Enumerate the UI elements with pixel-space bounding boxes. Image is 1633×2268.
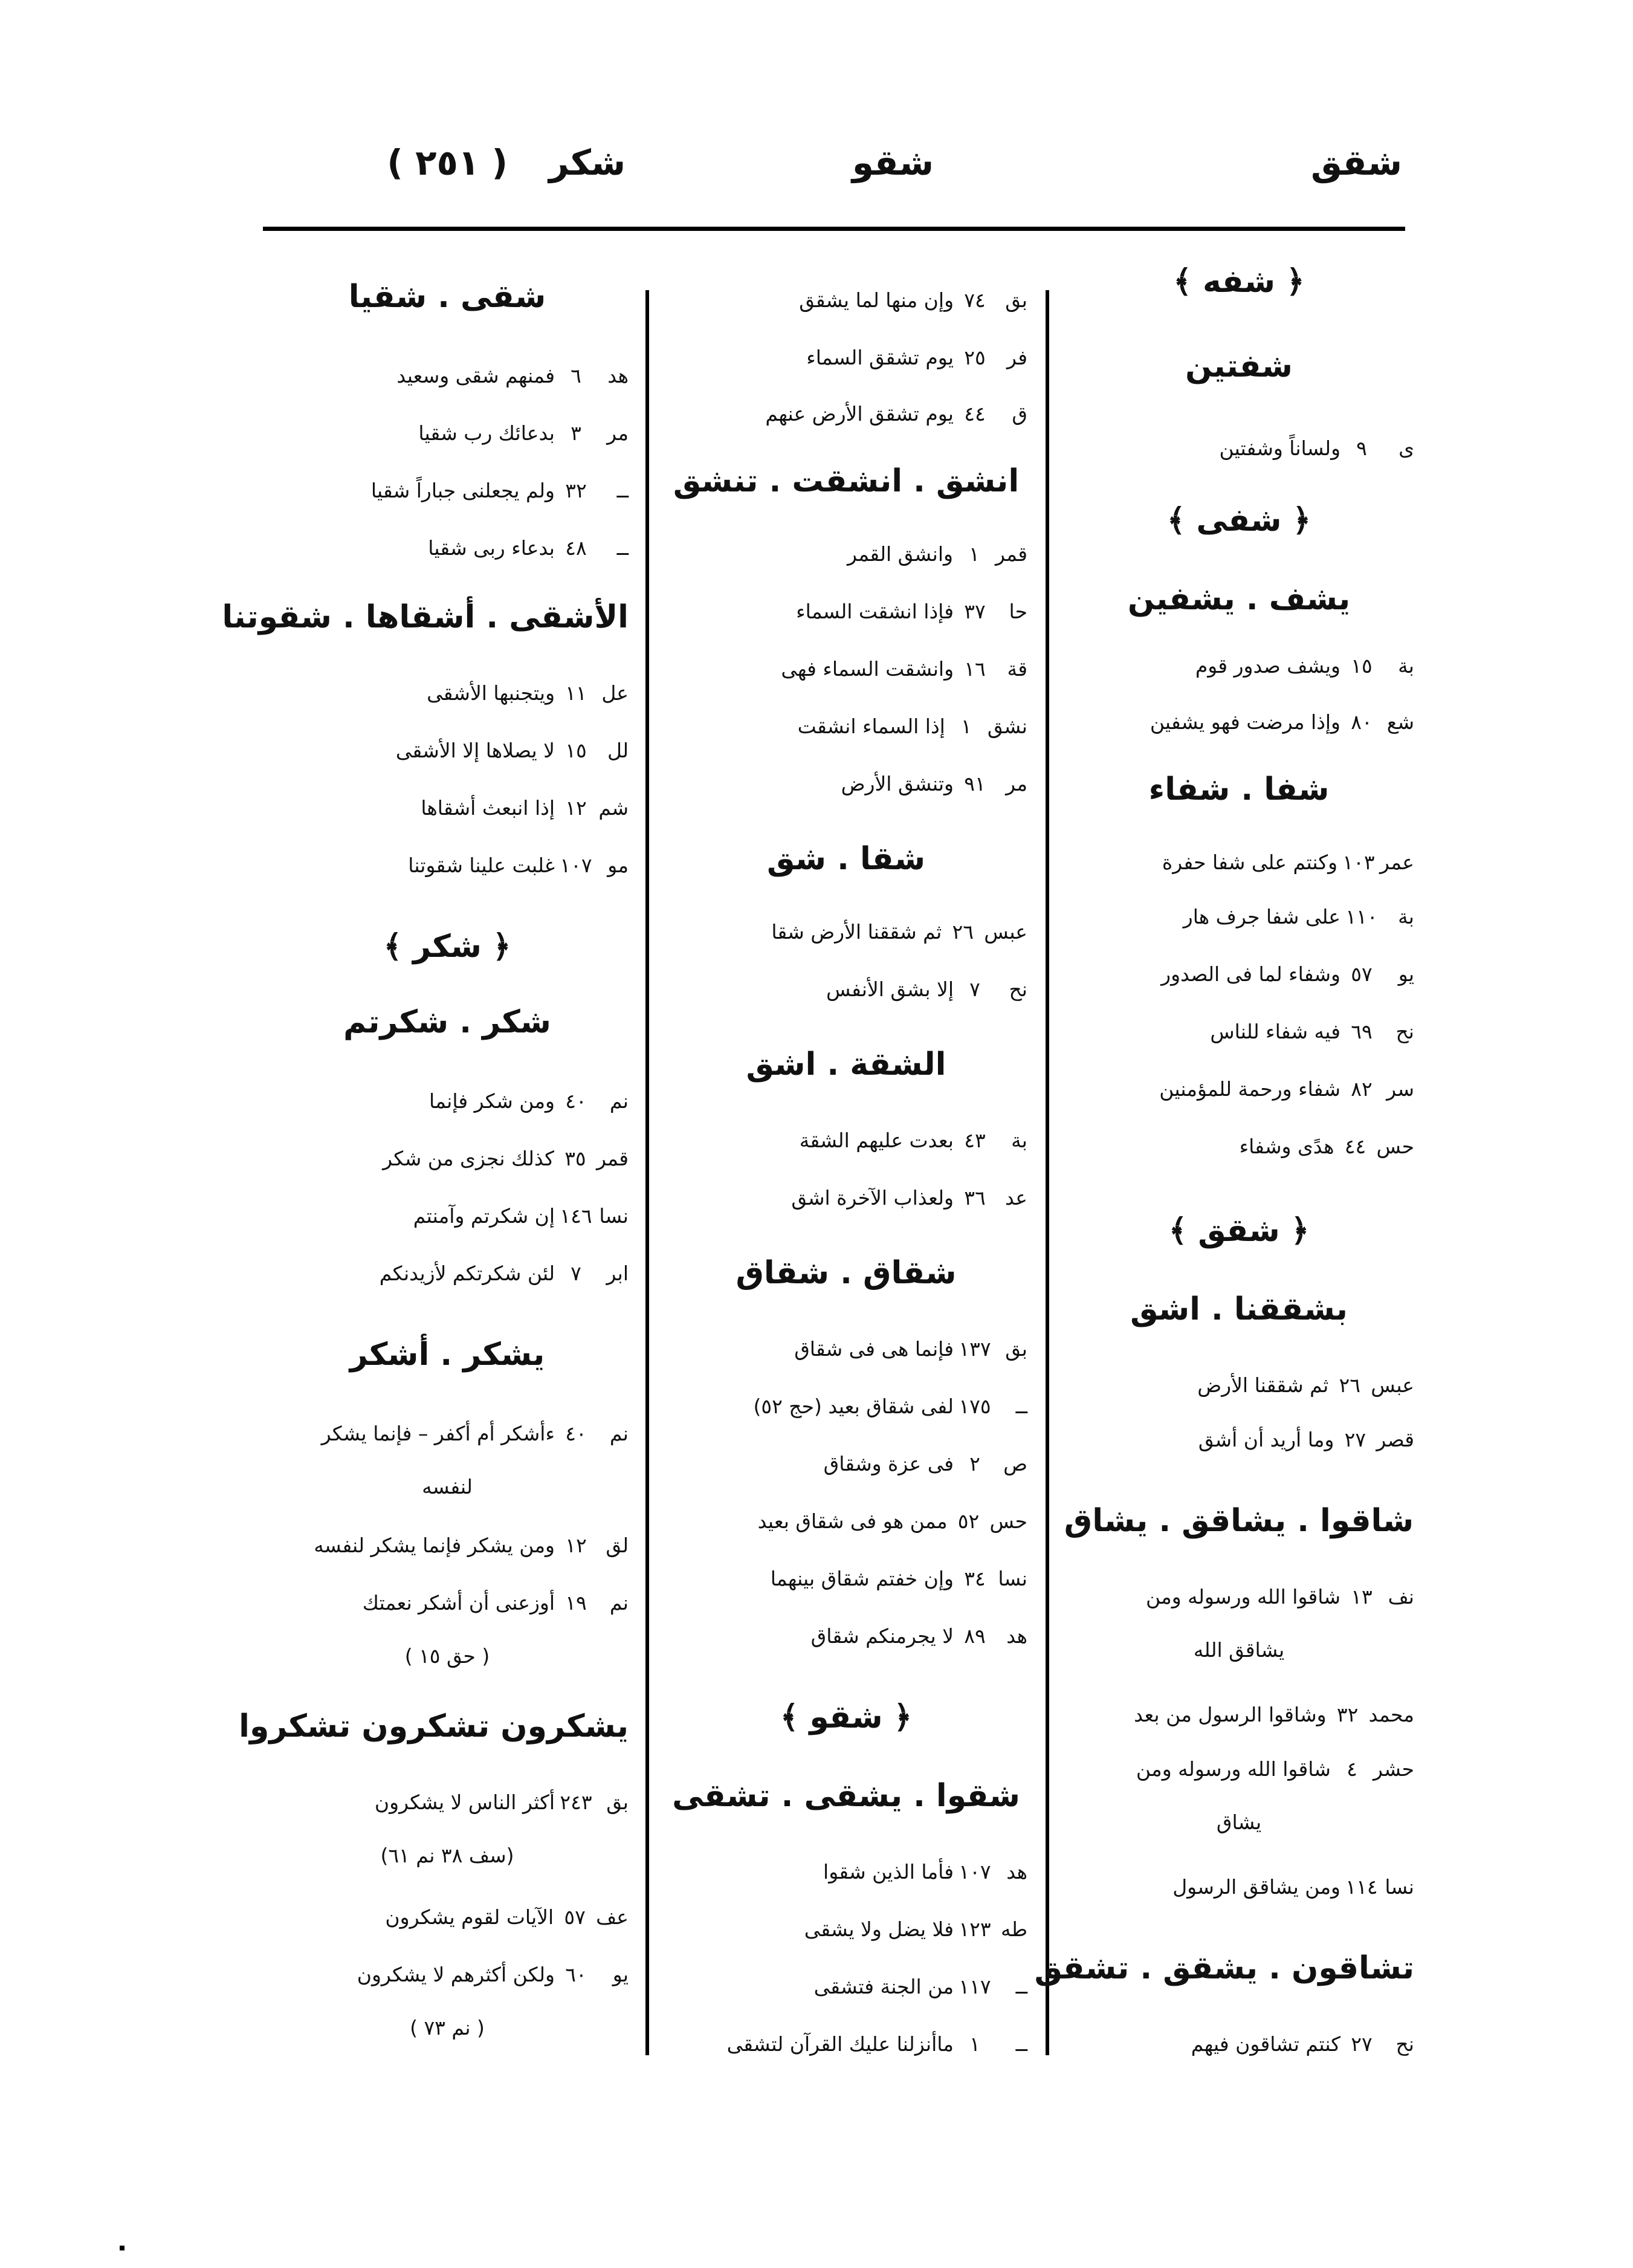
verse-entry	[665, 774, 1027, 794]
verse-continuation: ( نم ٧٣ )	[410, 2016, 485, 2040]
entry-heading: ﴿ شفه ﴾	[1173, 264, 1305, 300]
surah-abbrev: شم	[598, 796, 629, 820]
verse-entry	[266, 1149, 629, 1168]
verse-number: ٧	[969, 977, 980, 1001]
verse-number: ٢٦	[952, 920, 974, 944]
verse-text: كذلك نجزى من شكر	[383, 1147, 554, 1170]
header-middle-word: شقو	[852, 142, 934, 183]
surah-abbrev: نح	[1009, 977, 1027, 1001]
verse-number: ١٠٣	[1342, 850, 1375, 874]
verse-entry	[665, 290, 1027, 310]
verse-number: ١٣	[1351, 1585, 1373, 1609]
verse-entry	[266, 1965, 629, 1984]
verse-text: ماأنزلنا عليك القرآن لتشقى	[726, 2032, 954, 2056]
column-divider-left	[645, 290, 649, 2055]
verse-entry	[266, 683, 629, 703]
verse-number: ٥٢	[957, 1509, 980, 1533]
verse-text: لئن شكرتكم لأزيدنكم	[379, 1262, 555, 1285]
verse-text: ومن شكر فإنما	[429, 1089, 555, 1113]
verse-entry	[665, 716, 1027, 736]
verse-text: ثم شققنا الأرض شقا	[771, 920, 942, 944]
surah-abbrev: عف	[596, 1905, 629, 1929]
verse-entry	[1064, 1759, 1414, 1779]
verse-text: شاقوا الله ورسوله ومن	[1145, 1585, 1340, 1609]
verse-number: ٨٢	[1351, 1077, 1373, 1101]
verse-text: يوم تشقق الأرض عنهم	[765, 402, 954, 426]
verse-text: وإذا مرضت فهو يشفين	[1150, 710, 1340, 734]
verse-number: ٨٠	[1351, 710, 1373, 734]
verse-number: ٢	[969, 1452, 980, 1476]
verse-entry	[665, 1188, 1027, 1208]
surah-abbrev: نم	[609, 1591, 629, 1615]
verse-text: ولكن أكثرهم لا يشكرون	[357, 1963, 555, 1986]
running-header	[266, 142, 1402, 196]
surah-abbrev: لق	[606, 1534, 629, 1557]
verse-entry	[1064, 964, 1414, 984]
verse-number: ١٠٧	[560, 854, 592, 877]
verse-text: لا يصلاها إلا الأشقى	[395, 739, 555, 762]
verse-text: وتنشق الأرض	[841, 772, 954, 795]
verse-number: ١٢٣	[959, 1917, 991, 1941]
verse-continuation: يشاقق الله	[1193, 1638, 1285, 1662]
verse-entry	[665, 1569, 1027, 1589]
verse-number: ١٣٧	[959, 1337, 991, 1361]
verse-text: ثم شققنا الأرض	[1197, 1373, 1329, 1397]
header-left-word: شكر	[549, 142, 626, 183]
surah-abbrev: فر	[1007, 346, 1027, 369]
surah-abbrev: مر	[1006, 772, 1027, 795]
verse-text: أكثر الناس لا يشكرون	[374, 1790, 555, 1814]
verse-entry	[266, 1792, 629, 1812]
verse-text: يوم تشقق السماء	[806, 346, 954, 369]
entry-heading: شفتين	[1185, 348, 1293, 384]
surah-abbrev: لل	[607, 739, 629, 762]
verse-continuation: ( حق ١٥ )	[404, 1644, 490, 1668]
header-right-word: شقق	[1310, 142, 1402, 183]
entry-heading: ﴿ شكر ﴾	[383, 928, 511, 965]
verse-text: وشفاء لما فى الصدور	[1161, 962, 1340, 986]
verse-text: وإن خفتم شقاق بينهما	[770, 1567, 954, 1590]
entry-heading: شفا . شفاء	[1148, 771, 1330, 808]
surah-abbrev: طه	[1001, 1917, 1027, 1941]
verse-number: ١٢	[565, 796, 587, 820]
verse-number: ٩١	[964, 772, 986, 795]
entry-heading: ﴿ شفى ﴾	[1166, 502, 1311, 539]
surah-abbrev: عد	[1004, 1186, 1027, 1210]
verse-text: شفاء ورحمة للمؤمنين	[1159, 1077, 1340, 1101]
entry-heading: يشف . يشفين	[1127, 581, 1351, 617]
scan-speck	[120, 2246, 124, 2250]
verse-text: ولم يجعلنى جباراً شقيا	[370, 479, 555, 502]
verse-text: غلبت علينا شقوتنا	[408, 854, 555, 877]
verse-number: ٦٩	[1351, 1020, 1373, 1043]
verse-entry	[665, 1626, 1027, 1646]
verse-number: ١١	[565, 681, 587, 705]
verse-number: ٣٧	[964, 600, 986, 623]
verse-number: ٣٢	[1336, 1703, 1359, 1726]
entry-heading: تشاقون . يشقق . تشقق	[1034, 1950, 1414, 1986]
verse-text: وانشقت السماء فهى	[781, 657, 954, 681]
verse-number: ١٩	[565, 1591, 587, 1615]
surah-abbrev: قمر	[995, 542, 1027, 566]
verse-number: ٧	[571, 1262, 581, 1285]
entry-heading: شكر . شكرتم	[343, 1004, 551, 1040]
verse-number: ٢٤٣	[560, 1790, 592, 1814]
verse-continuation: لنفسه	[422, 1475, 473, 1498]
verse-entry	[665, 1396, 1027, 1416]
surah-abbrev: قمر	[596, 1147, 629, 1170]
column-divider-right	[1046, 290, 1049, 2055]
verse-text: من الجنة فتشقى	[813, 1975, 954, 1998]
verse-number: ٦٠	[565, 1963, 587, 1986]
verse-entry	[665, 1454, 1027, 1474]
verse-entry	[665, 1130, 1027, 1150]
verse-entry	[266, 1263, 629, 1283]
verse-number: ١٥	[1351, 654, 1373, 678]
surah-abbrev: قصر	[1376, 1428, 1414, 1451]
header-rule	[263, 227, 1405, 231]
verse-number: ٢٦	[1339, 1373, 1360, 1397]
verse-number: ١٧٥	[959, 1395, 991, 1418]
surah-abbrev: سر	[1386, 1077, 1414, 1101]
surah-abbrev: ابر	[606, 1262, 629, 1285]
verse-entry	[665, 1919, 1027, 1939]
verse-text: فإنما هى فى شقاق	[794, 1337, 954, 1361]
verse-entry	[266, 1907, 629, 1927]
verse-text: وإن منها لما يشقق	[799, 288, 954, 312]
verse-text: ولعذاب الآخرة اشق	[791, 1186, 954, 1210]
verse-number: ١	[969, 2032, 980, 2056]
verse-text: إن شكرتم وآمنتم	[413, 1204, 555, 1228]
verse-number: ٥٧	[1351, 962, 1373, 986]
verse-text: بعدت عليهم الشقة	[799, 1129, 954, 1152]
surah-abbrev: نسا	[998, 1567, 1027, 1590]
surah-abbrev: ى	[1399, 436, 1414, 460]
verse-text: إلا بشق الأنفس	[826, 977, 954, 1001]
verse-entry	[1064, 852, 1414, 872]
verse-text: فلا يضل ولا يشقى	[804, 1917, 954, 1941]
surah-abbrev: بق	[1005, 288, 1027, 312]
verse-entry	[1064, 1430, 1414, 1450]
surah-abbrev: ص	[1003, 1452, 1027, 1476]
verse-text: وما أريد أن أشق	[1198, 1428, 1334, 1451]
verse-entry	[1064, 2034, 1414, 2054]
verse-number: ٣٤	[964, 1567, 986, 1590]
verse-text: ويتجنبها الأشقى	[427, 681, 555, 705]
verse-number: ١٢	[565, 1534, 587, 1557]
verse-entry	[665, 1977, 1027, 1997]
verse-number: ٣٢	[565, 479, 587, 502]
verse-entry	[266, 1424, 629, 1443]
verse-continuation: (سف ٣٨ نم ٦١)	[380, 1844, 514, 1867]
verse-text: فمنهم شقى وسعيد	[396, 364, 555, 387]
surah-abbrev: عبس	[984, 920, 1027, 944]
surah-abbrev: نح	[1395, 1020, 1414, 1043]
verse-entry	[266, 1206, 629, 1226]
verse-number: ١	[969, 542, 980, 566]
verse-number: ٢٥	[964, 346, 986, 369]
verse-entry	[266, 481, 629, 501]
verse-number: ٢٧	[1344, 1428, 1366, 1451]
surah-abbrev: بة	[1398, 905, 1414, 928]
verse-text: كنتم تشاقون فيهم	[1191, 2032, 1340, 2056]
verse-number: ١٦	[964, 657, 986, 681]
verse-entry	[1064, 1375, 1414, 1395]
surah-abbrev: حا	[1009, 600, 1027, 623]
verse-continuation: يشاق	[1216, 1810, 1262, 1834]
surah-abbrev: بة	[1398, 654, 1414, 678]
verse-text: ممن هو فى شقاق بعيد	[757, 1509, 948, 1533]
verse-entry	[266, 538, 629, 558]
surah-abbrev: ــ	[1015, 1395, 1027, 1418]
surah-abbrev: عبس	[1371, 1373, 1414, 1397]
verse-text: فإذا انشقت السماء	[796, 600, 954, 623]
entry-heading: انشق . انشقت . تنشق	[673, 463, 1020, 499]
entry-heading: شقوا . يشقى . تشقى	[672, 1778, 1020, 1814]
surah-abbrev: يو	[612, 1963, 629, 1986]
verse-text: ويشف صدور قوم	[1195, 654, 1340, 678]
surah-abbrev: مو	[607, 854, 629, 877]
verse-number: ٤٠	[565, 1089, 587, 1113]
verse-number: ٣٦	[964, 1186, 986, 1210]
surah-abbrev: ــ	[616, 479, 629, 502]
verse-number: ٤	[1347, 1757, 1357, 1781]
verse-text: وكنتم على شفا حفرة	[1162, 850, 1338, 874]
surah-abbrev: نح	[1395, 2032, 1414, 2056]
verse-entry	[1064, 1079, 1414, 1099]
verse-text: إذا السماء انشقت	[797, 714, 945, 738]
surah-abbrev: نسا	[599, 1204, 629, 1228]
verse-entry	[266, 366, 629, 386]
verse-number: ٨٩	[964, 1624, 986, 1648]
verse-text: بدعاء ربى شقيا	[428, 536, 555, 560]
verse-text: أوزعنى أن أشكر نعمتك	[362, 1591, 555, 1615]
verse-number: ٤٣	[964, 1129, 986, 1152]
verse-text: ومن يشكر فإنما يشكر لنفسه	[314, 1534, 555, 1557]
verse-number: ٥٧	[564, 1905, 586, 1929]
verse-entry	[1064, 1877, 1414, 1897]
verse-number: ٦	[571, 364, 581, 387]
surah-abbrev: عمر	[1380, 850, 1414, 874]
surah-abbrev: بق	[606, 1790, 629, 1814]
verse-entry	[665, 922, 1027, 942]
surah-abbrev: حس	[989, 1509, 1027, 1533]
verse-entry	[665, 544, 1027, 564]
surah-abbrev: نم	[609, 1089, 629, 1113]
verse-text: لا يجرمنكم شقاق	[810, 1624, 954, 1648]
verse-entry	[665, 979, 1027, 999]
verse-entry	[266, 798, 629, 818]
entry-heading: الشقة . اشق	[746, 1046, 946, 1083]
verse-entry	[266, 1593, 629, 1613]
verse-text: شاقوا الله ورسوله ومن	[1136, 1757, 1331, 1781]
verse-number: ١٤٦	[560, 1204, 592, 1228]
verse-entry	[665, 1862, 1027, 1882]
verse-entry	[665, 1511, 1027, 1531]
verse-number: ١	[960, 714, 972, 738]
verse-number: ١١٠	[1345, 905, 1378, 928]
verse-entry	[266, 423, 629, 443]
verse-text: ومن يشاقق الرسول	[1172, 1875, 1340, 1899]
surah-abbrev: شع	[1386, 710, 1414, 734]
surah-abbrev: ــ	[616, 536, 629, 560]
verse-text: ولساناً وشفتين	[1219, 436, 1340, 460]
verse-entry	[665, 601, 1027, 621]
verse-number: ٤٤	[1344, 1135, 1366, 1158]
verse-text: وانشق القمر	[847, 542, 953, 566]
verse-entry	[1064, 1136, 1414, 1156]
surah-abbrev: قة	[1007, 657, 1027, 681]
verse-entry	[665, 348, 1027, 368]
surah-abbrev: مر	[607, 421, 629, 445]
verse-text: بدعائك رب شقيا	[418, 421, 555, 445]
verse-number: ٢٧	[1351, 2032, 1373, 2056]
surah-abbrev: بة	[1011, 1129, 1027, 1152]
verse-number: ٣٥	[564, 1147, 586, 1170]
verse-entry	[665, 659, 1027, 679]
verse-number: ١١٧	[959, 1975, 991, 1998]
surah-abbrev: ــ	[1015, 1975, 1027, 1998]
entry-heading: شاقوا . يشاقق . يشاق	[1064, 1503, 1414, 1539]
entry-heading: شقاق . شقاق	[736, 1255, 957, 1291]
verse-entry	[665, 2034, 1027, 2054]
verse-entry	[1064, 1022, 1414, 1042]
entry-heading: شقى . شقيا	[348, 279, 546, 315]
surah-abbrev: بق	[1005, 1337, 1027, 1361]
surah-abbrev: هد	[607, 364, 629, 387]
verse-entry	[1064, 438, 1414, 458]
verse-text: لفى شقاق بعيد (حج ٥٢)	[753, 1395, 954, 1418]
surah-abbrev: حشر	[1373, 1757, 1414, 1781]
verse-text: فى عزة وشقاق	[823, 1452, 954, 1476]
surah-abbrev: نم	[609, 1422, 629, 1445]
entry-heading: ﴿ شقو ﴾	[780, 1699, 913, 1735]
surah-abbrev: نشق	[987, 714, 1027, 738]
surah-abbrev: هد	[1006, 1624, 1027, 1648]
verse-number: ٤٤	[964, 402, 986, 426]
verse-number: ١٥	[565, 739, 587, 762]
verse-text: فأما الذين شقوا	[823, 1860, 954, 1884]
verse-number: ٧٤	[964, 288, 986, 312]
entry-heading: يشكر . أشكر	[349, 1336, 545, 1373]
surah-abbrev: نف	[1388, 1585, 1414, 1609]
verse-number: ١٠٧	[959, 1860, 991, 1884]
verse-entry	[266, 1535, 629, 1555]
verse-text: على شفا جرف هار	[1183, 905, 1340, 928]
surah-abbrev: حس	[1376, 1135, 1414, 1158]
surah-abbrev: محمد	[1368, 1703, 1414, 1726]
surah-abbrev: ق	[1012, 402, 1027, 426]
surah-abbrev: نسا	[1385, 1875, 1414, 1899]
verse-text: فيه شفاء للناس	[1210, 1020, 1340, 1043]
surah-abbrev: يو	[1398, 962, 1414, 986]
verse-entry	[1064, 1705, 1414, 1725]
verse-number: ٤٠	[565, 1422, 587, 1445]
surah-abbrev: عل	[601, 681, 629, 705]
verse-entry	[1064, 1587, 1414, 1607]
verse-entry	[266, 740, 629, 760]
verse-number: ٤٨	[565, 536, 587, 560]
verse-entry	[266, 1091, 629, 1111]
surah-abbrev: ــ	[1015, 2032, 1027, 2056]
verse-entry	[1064, 712, 1414, 732]
entry-heading: ﴿ شقق ﴾	[1168, 1213, 1310, 1249]
page-number: ( ٢٥١ )	[387, 142, 508, 183]
entry-heading: يشكرون تشكرون تشكروا	[239, 1708, 629, 1745]
verse-text: إذا انبعث أشقاها	[421, 796, 555, 820]
verse-text: ءأشكر أم أكفر – فإنما يشكر	[321, 1422, 555, 1445]
verse-entry	[665, 1339, 1027, 1359]
verse-entry	[266, 855, 629, 875]
verse-number: ١١٤	[1345, 1875, 1378, 1899]
verse-text: هدًى وشفاء	[1239, 1135, 1334, 1158]
verse-number: ٣	[571, 421, 581, 445]
entry-heading: بشققنا . اشق	[1130, 1291, 1348, 1327]
verse-entry	[665, 404, 1027, 424]
verse-number: ٩	[1356, 436, 1367, 460]
surah-abbrev: هد	[1006, 1860, 1027, 1884]
entry-heading: الأشقى . أشقاها . شقوتنا	[222, 599, 629, 635]
entry-heading: شقا . شق	[766, 841, 926, 877]
verse-text: الآيات لقوم يشكرون	[385, 1905, 554, 1929]
verse-entry	[1064, 907, 1414, 927]
verse-text: وشاقوا الرسول من بعد	[1134, 1703, 1327, 1726]
verse-entry	[1064, 656, 1414, 676]
